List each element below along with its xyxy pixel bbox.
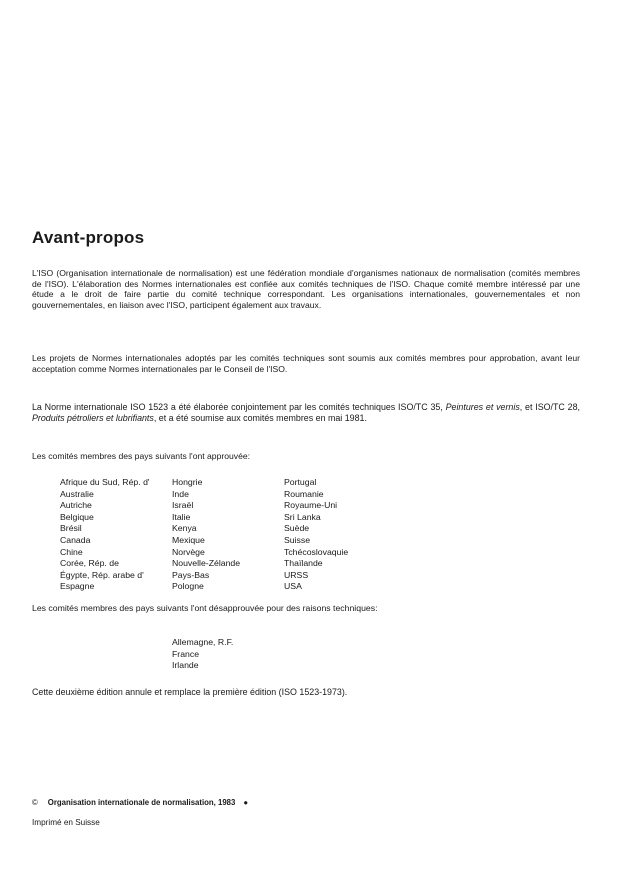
countries-column-3	[284, 477, 424, 593]
country-item: Autriche	[60, 500, 92, 511]
country-item: Israël	[172, 500, 194, 511]
country-item: Brésil	[60, 523, 82, 534]
country-item: France	[172, 648, 200, 659]
printed-in-note: Imprimé en Suisse	[32, 818, 100, 827]
approving-countries-list	[60, 477, 424, 593]
copyright-text: Organisation internationale de normalisation, 1983	[47, 798, 236, 807]
tc35-title: Peintures et vernis	[445, 402, 520, 412]
elaboration-paragraph	[32, 402, 580, 423]
approved-intro: Les comités membres des pays suivants l'ont approuvée:	[32, 451, 251, 461]
country-item: Australie	[60, 488, 94, 499]
country-item: Norvège	[172, 546, 205, 557]
country-item: Pays-Bas	[172, 569, 210, 580]
country-item: Italie	[172, 511, 191, 522]
countries-column-2	[172, 477, 284, 593]
country-item: Royaume-Uni	[284, 500, 338, 511]
country-item: Nouvelle-Zélande	[172, 558, 241, 569]
country-item: Espagne	[60, 581, 95, 592]
approval-process-paragraph: Les projets de Normes internationales adoptés par les comités techniques sont soumis aux comités membres pour approbation, avant leur acceptation comme Normes internationales par le Conseil de l'ISO.	[32, 353, 580, 374]
country-item: Thaïlande	[284, 558, 323, 569]
copyright-line	[32, 798, 248, 807]
country-item: URSS	[284, 569, 309, 580]
country-item: Égypte, Rép. arabe d'	[60, 569, 144, 580]
disapproved-intro: Les comités membres des pays suivants l'ont désapprouvée pour des raisons techniques:	[32, 603, 378, 613]
country-item: Pologne	[172, 581, 204, 592]
elaboration-text-c: , et ISO/TC 28,	[519, 402, 580, 412]
page-title: Avant-propos	[32, 228, 145, 247]
country-item: Hongrie	[172, 477, 203, 487]
country-item: Allemagne, R.F.	[172, 637, 234, 647]
country-item: Tchécoslovaquie	[284, 546, 349, 557]
intro-paragraph: L'ISO (Organisation internationale de normalisation) est une fédération mondiale d'organismes nationaux de normalisation (comités membres de l'ISO). L'élaboration des Normes internationales est confiée aux comités techniques de l'ISO. Chaque comité membre intéressé par une étude a le droit de faire partie du comité technique correspondant. Les organisations internationales, gouvernementales et non gouvernementales, en liaison avec l'ISO, participent également aux travaux.	[32, 268, 580, 310]
edition-note: Cette deuxième édition annule et remplace la première édition (ISO 1523-1973).	[32, 687, 348, 697]
country-item: Chine	[60, 546, 83, 557]
country-item: Corée, Rép. de	[60, 558, 119, 569]
country-item: Kenya	[172, 523, 197, 534]
country-item: Sri Lanka	[284, 511, 321, 522]
country-item: Mexique	[172, 534, 205, 545]
countries-column-1	[60, 477, 172, 593]
country-item: Suisse	[284, 534, 311, 545]
elaboration-text-e: , et a été soumise aux comités membres en mai 1981.	[153, 412, 367, 423]
country-item: USA	[284, 581, 302, 592]
country-item: Inde	[172, 488, 189, 499]
disapproving-countries-list	[172, 637, 233, 672]
elaboration-text-a: La Norme internationale ISO 1523 a été élaborée conjointement par les comités techniques ISO/TC 35,	[32, 402, 446, 412]
country-item: Belgique	[60, 511, 94, 522]
tc28-title: Produits pétroliers et lubrifiants	[32, 412, 154, 423]
country-item: Afrique du Sud, Rép. d'	[60, 477, 150, 487]
copyright-icon: ©	[32, 798, 38, 807]
country-item: Irlande	[172, 660, 199, 670]
country-item: Suède	[284, 523, 310, 534]
country-item: Canada	[60, 534, 91, 545]
country-item: Portugal	[284, 477, 317, 487]
country-item: Roumanie	[284, 488, 324, 499]
bullet-icon: ●	[243, 798, 249, 807]
